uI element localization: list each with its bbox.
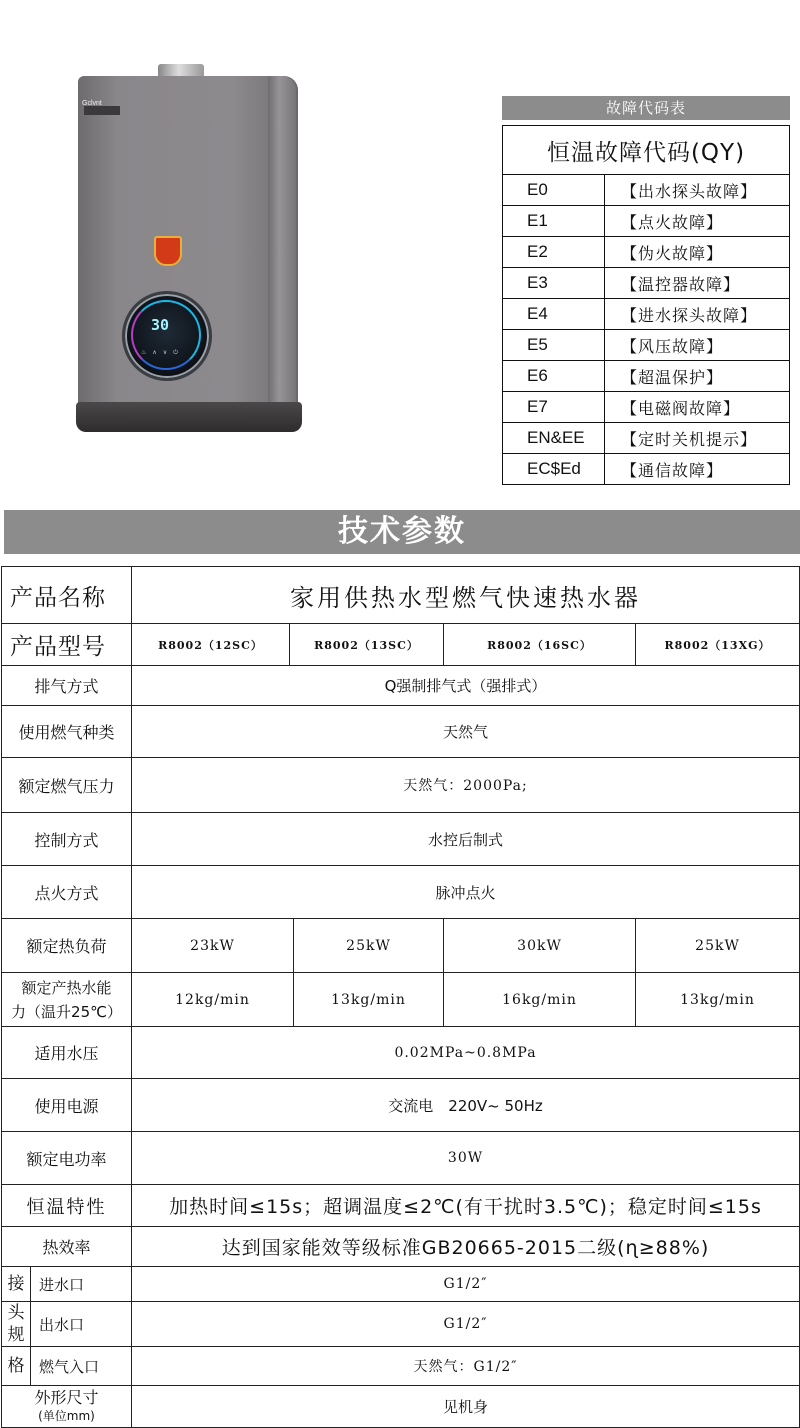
fault-desc: 【点火故障】 <box>605 206 790 237</box>
spec-label: 产品名称 <box>2 567 132 624</box>
spec-label: 使用燃气种类 <box>2 706 132 758</box>
spec-value: 0.02MPa~0.8MPa <box>132 1027 800 1079</box>
fault-desc: 【超温保护】 <box>605 361 790 392</box>
fault-code: EC$Ed <box>503 454 605 485</box>
heat-load-cell: 23kW <box>132 919 294 973</box>
spec-row-gas-inlet <box>2 1347 800 1386</box>
spec-value: 天然气 <box>132 706 800 758</box>
fault-code: E0 <box>503 175 605 206</box>
spec-row-hot-water <box>2 973 800 1027</box>
spec-label <box>2 973 132 1027</box>
fault-row <box>503 454 790 485</box>
heat-load-cell: 25kW <box>294 919 444 973</box>
fault-desc: 【伪火故障】 <box>605 237 790 268</box>
spec-row-efficiency <box>2 1227 800 1267</box>
fault-row <box>503 206 790 237</box>
hot-water-cell: 12kg/min <box>132 973 294 1027</box>
joint-label-mid: 头 规 <box>2 1302 31 1346</box>
spec-value: 水控后制式 <box>132 813 800 866</box>
joint-inner <box>2 1267 131 1301</box>
spec-label-line1: 额定产热水能 <box>21 978 112 997</box>
brand-logo-text: Gclvnt <box>82 100 102 107</box>
spec-row-inlet <box>2 1267 800 1302</box>
spec-label: 控制方式 <box>2 813 132 866</box>
spec-label: 热效率 <box>2 1227 132 1267</box>
joint-group-cell <box>2 1267 132 1302</box>
spec-value: 天然气：G1/2″ <box>132 1347 800 1386</box>
joint-label-top: 接 <box>2 1267 31 1301</box>
joint-group-cell <box>2 1302 132 1347</box>
spec-row-outlet <box>2 1302 800 1347</box>
water-heater-image <box>76 62 302 432</box>
fault-desc: 【进水探头故障】 <box>605 299 790 330</box>
model-cell: R8002（12SC） <box>132 624 290 666</box>
spec-label: 进水口 <box>39 1275 85 1294</box>
hot-water-cell: 13kg/min <box>294 973 444 1027</box>
fault-row <box>503 268 790 299</box>
brand-logo <box>84 106 120 115</box>
spec-label-line2: 力（温升25℃） <box>11 1002 122 1021</box>
fault-row <box>503 237 790 268</box>
spec-value: Q强制排气式（强排式） <box>132 666 800 706</box>
joint-group-cell <box>2 1347 132 1386</box>
spec-row-size <box>2 1386 800 1428</box>
hot-water-cell: 16kg/min <box>444 973 636 1027</box>
size-unit: (单位mm) <box>38 1408 95 1423</box>
fault-desc: 【出水探头故障】 <box>605 175 790 206</box>
spec-row-control <box>2 813 800 866</box>
spec-value: G1/2″ <box>132 1302 800 1347</box>
spec-value: 天然气：2000Pa; <box>132 758 800 813</box>
display-digits: 30 <box>151 316 170 334</box>
spec-label: 额定热负荷 <box>2 919 132 973</box>
spec-label: 燃气入口 <box>39 1357 100 1376</box>
spec-row-gas-pressure <box>2 758 800 813</box>
spec-label: 额定燃气压力 <box>2 758 132 813</box>
spec-row-heat-load <box>2 919 800 973</box>
spec-value: 加热时间≤15s；超调温度≤2℃(有干扰时3.5℃)；稳定时间≤15s <box>132 1185 800 1227</box>
fault-desc: 【定时关机提示】 <box>605 423 790 454</box>
joint-label-bottom: 格 <box>2 1347 31 1385</box>
fault-row <box>503 361 790 392</box>
display-ring <box>131 300 201 370</box>
spec-row-thermostat <box>2 1185 800 1227</box>
spec-row-ignition <box>2 866 800 919</box>
spec-label <box>2 1386 132 1428</box>
fault-desc: 【通信故障】 <box>605 454 790 485</box>
fault-row <box>503 392 790 423</box>
fault-row <box>503 175 790 206</box>
fault-desc: 【电磁阀故障】 <box>605 392 790 423</box>
heater-side-panel <box>268 76 296 416</box>
fault-code: E7 <box>503 392 605 423</box>
fault-code: E1 <box>503 206 605 237</box>
fault-row <box>503 330 790 361</box>
spec-label: 出水口 <box>39 1315 85 1334</box>
spec-table <box>1 566 800 1428</box>
spec-value: 见机身 <box>132 1386 800 1428</box>
model-cell: R8002（13SC） <box>290 624 444 666</box>
spec-label: 适用水压 <box>2 1027 132 1079</box>
heat-load-cell: 30kW <box>444 919 636 973</box>
fault-code: E3 <box>503 268 605 299</box>
fault-code: E4 <box>503 299 605 330</box>
fault-desc: 【温控器故障】 <box>605 268 790 299</box>
panel-keys-icon: ♨∧∨⏻ <box>141 349 184 356</box>
control-panel-display <box>122 291 212 381</box>
spec-value: 30W <box>132 1132 800 1185</box>
fault-row <box>503 299 790 330</box>
heat-load-cell: 25kW <box>636 919 800 973</box>
spec-row-power <box>2 1079 800 1132</box>
model-cell: R8002（16SC） <box>444 624 636 666</box>
shield-badge-icon <box>154 236 182 266</box>
hot-water-cell: 13kg/min <box>636 973 800 1027</box>
spec-row-model <box>2 624 800 666</box>
model-cell: R8002（13XG） <box>636 624 800 666</box>
fault-row <box>503 423 790 454</box>
spec-row-rated-power <box>2 1132 800 1185</box>
fault-table-title: 恒温故障代码(QY) <box>503 126 790 175</box>
heater-base <box>76 402 302 432</box>
fault-code: E5 <box>503 330 605 361</box>
spec-label: 使用电源 <box>2 1079 132 1132</box>
spec-section-title: 技术参数 <box>4 510 800 554</box>
fault-code: E2 <box>503 237 605 268</box>
size-label: 外形尺寸 <box>34 1387 99 1407</box>
spec-value: 脉冲点火 <box>132 866 800 919</box>
fault-table-header: 故障代码表 <box>502 96 790 120</box>
joint-inner <box>2 1302 131 1346</box>
spec-value: 交流电 220V~ 50Hz <box>132 1079 800 1132</box>
fault-code: EN&EE <box>503 423 605 454</box>
spec-label: 产品型号 <box>2 624 132 666</box>
spec-row-product-name <box>2 567 800 624</box>
spec-row-gas-type <box>2 706 800 758</box>
spec-label: 排气方式 <box>2 666 132 706</box>
spec-row-water-pressure <box>2 1027 800 1079</box>
spec-value: 达到国家能效等级标准GB20665-2015二级(ɳ≥88%) <box>132 1227 800 1267</box>
fault-desc: 【风压故障】 <box>605 330 790 361</box>
spec-value: 家用供热水型燃气快速热水器 <box>132 567 800 624</box>
fault-code-table <box>502 125 790 485</box>
spec-label: 点火方式 <box>2 866 132 919</box>
spec-label: 恒温特性 <box>2 1185 132 1227</box>
fault-code: E6 <box>503 361 605 392</box>
spec-value: G1/2″ <box>132 1267 800 1302</box>
spec-row-exhaust <box>2 666 800 706</box>
joint-inner <box>2 1347 131 1385</box>
spec-label: 额定电功率 <box>2 1132 132 1185</box>
